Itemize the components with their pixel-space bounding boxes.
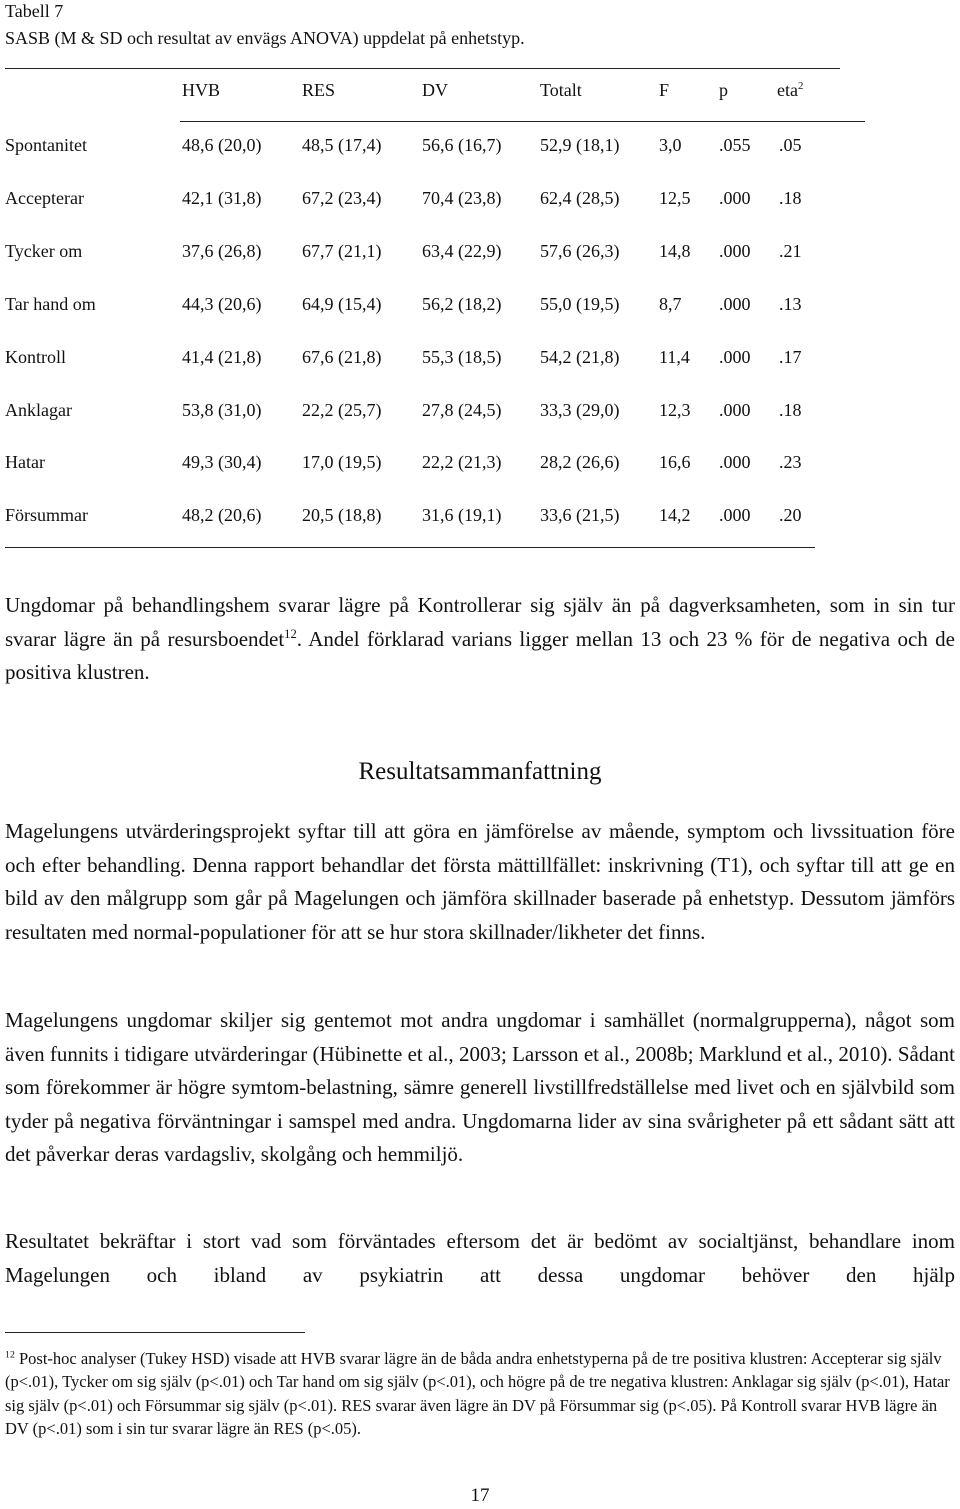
table-cell-label: Kontroll [5, 346, 66, 367]
table-cell-eta: .13 [779, 293, 802, 314]
table-cell-totalt: 54,2 (21,8) [540, 346, 620, 367]
table-cell-label: Försummar [5, 505, 88, 526]
table-cell-dv: 55,3 (18,5) [422, 346, 502, 367]
table-caption-label: Tabell 7 [5, 1, 64, 21]
table-cell-label: Accepterar [5, 187, 84, 208]
table-cell-label: Hatar [5, 452, 45, 473]
table-cell-totalt: 57,6 (26,3) [540, 240, 620, 261]
table-caption-title: SASB (M & SD och resultat av envägs ANOVA) uppdelat på enhetstyp. [5, 28, 525, 48]
table-cell-eta: .21 [779, 240, 802, 261]
table-cell-eta: .18 [779, 187, 802, 208]
table-cell-eta: .20 [779, 505, 802, 526]
header-eta-label: eta [777, 80, 798, 100]
table-cell-hvb: 53,8 (31,0) [182, 399, 262, 420]
footnote-ref-12: 12 [284, 626, 297, 641]
table-cell-hvb: 41,4 (21,8) [182, 346, 262, 367]
summary-paragraph-1: Magelungens utvärderingsprojekt syftar till att göra en jämförelse av mående, symptom och livssituation före och efter behandling. Denna rapport behandlar det första mättillfället: inskrivning (T1), och syftar till att ge en bild av den målgrupp som går på Magelungen och jämföra skillnader baserade på enhetstyp. Dessutom jämförs resultaten med normal-populationer för att se hur stora skillnader/likheter det finns. [5, 819, 955, 944]
table-cell-f: 14,2 [659, 505, 691, 526]
table-header-row [0, 80, 960, 104]
table-cell-hvb: 48,6 (20,0) [182, 135, 262, 155]
header-hvb: HVB [182, 80, 221, 100]
table-cell-label: Spontanitet [5, 135, 87, 155]
table-cell-f: 12,5 [659, 187, 691, 208]
table-cell-res: 67,2 (23,4) [302, 187, 382, 208]
table-cell-f: 3,0 [659, 135, 682, 155]
table-cell-res: 67,7 (21,1) [302, 240, 382, 261]
table-cell-p: .000 [719, 505, 751, 526]
header-p: p [719, 80, 728, 100]
summary-text-b: . Andel förklarad varians ligger mellan 13 och 23 % för de negativa och de positiva klustren. [5, 626, 955, 685]
table-row [0, 505, 960, 529]
table-cell-dv: 56,6 (16,7) [422, 135, 502, 155]
table-cell-hvb: 49,3 (30,4) [182, 452, 262, 473]
table-row [0, 188, 960, 212]
header-eta-sup: 2 [797, 80, 804, 92]
table-cell-hvb: 37,6 (26,8) [182, 240, 262, 261]
table-row [0, 347, 960, 371]
table-row [0, 452, 960, 476]
table-cell-label: Anklagar [5, 399, 72, 420]
table-cell-totalt: 33,6 (21,5) [540, 505, 620, 526]
table-cell-f: 8,7 [659, 293, 682, 314]
table-header-rule [180, 121, 865, 122]
header-dv: DV [422, 80, 448, 100]
summary-paragraph-2: Magelungens ungdomar skiljer sig gentemot mot andra ungdomar i samhället (normalgrupperna), något som även funnits i tidigare utvärderingar (Hübinette et al., 2003; Larsson et al., 2008b; Marklund et al., 2010). Sådant som förekommer är högre symtom-belastning, sämre generell livstillfredställelse med livet och en självbild som tyder på negativa förväntningar i samspel med andra. Ungdomarna lider av sina svårigheter på ett sådant sätt att det påverkar deras vardagsliv, skolgång och hemmiljö. [5, 1008, 955, 1167]
table-cell-eta: .17 [779, 346, 802, 367]
table-cell-dv: 56,2 (18,2) [422, 293, 502, 314]
header-eta [777, 80, 803, 101]
table-cell-p: .000 [719, 187, 751, 208]
table-cell-p: .055 [719, 135, 751, 155]
table-cell-f: 16,6 [659, 452, 691, 473]
table-row [0, 241, 960, 265]
footnote [5, 1347, 955, 1441]
table-summary-paragraph [5, 589, 955, 690]
table-row [0, 135, 960, 159]
table-cell-res: 17,0 (19,5) [302, 452, 382, 473]
header-res: RES [302, 80, 336, 100]
table-cell-eta: .05 [779, 135, 802, 155]
table-cell-res: 64,9 (15,4) [302, 293, 382, 314]
header-f: F [659, 80, 670, 100]
footnote-number: 12 [5, 1349, 15, 1361]
table-cell-f: 12,3 [659, 399, 691, 420]
table-cell-totalt: 33,3 (29,0) [540, 399, 620, 420]
page-number: 17 [470, 1485, 490, 1506]
table-cell-dv: 22,2 (21,3) [422, 452, 502, 473]
table-row [0, 400, 960, 424]
table-top-rule [5, 68, 840, 69]
summary-paragraph-3: Resultatet bekräftar i stort vad som förväntades eftersom det är bedömt av socialtjänst, behandlare inom Magelungen och ibland av psykiatrin att dessa ungdomar behöver den hjälp [5, 1229, 955, 1287]
table-cell-dv: 63,4 (22,9) [422, 240, 502, 261]
table-cell-res: 22,2 (25,7) [302, 399, 382, 420]
table-cell-dv: 31,6 (19,1) [422, 505, 502, 526]
section-heading: Resultatsammanfattning [358, 758, 602, 785]
table-cell-f: 11,4 [659, 346, 690, 367]
table-row [0, 294, 960, 318]
summary-text-a: Ungdomar på behandlingshem svarar lägre på Kontrollerar sig själv än på dagverksamheten, som in sin tur svarar lägre än på resursboendet [5, 593, 955, 651]
table-cell-eta: .18 [779, 399, 802, 420]
table-bottom-rule [5, 547, 815, 548]
table-cell-dv: 70,4 (23,8) [422, 187, 502, 208]
table-cell-totalt: 52,9 (18,1) [540, 135, 620, 155]
table-cell-f: 14,8 [659, 240, 691, 261]
table-cell-res: 20,5 (18,8) [302, 505, 382, 526]
table-cell-p: .000 [719, 240, 751, 261]
table-cell-res: 67,6 (21,8) [302, 346, 382, 367]
table-cell-res: 48,5 (17,4) [302, 135, 382, 155]
table-cell-hvb: 42,1 (31,8) [182, 187, 262, 208]
table-cell-p: .000 [719, 293, 751, 314]
table-cell-p: .000 [719, 452, 751, 473]
table-cell-p: .000 [719, 399, 751, 420]
table-cell-totalt: 55,0 (19,5) [540, 293, 620, 314]
table-cell-hvb: 44,3 (20,6) [182, 293, 262, 314]
table-cell-dv: 27,8 (24,5) [422, 399, 502, 420]
table-cell-totalt: 28,2 (26,6) [540, 452, 620, 473]
table-cell-hvb: 48,2 (20,6) [182, 505, 262, 526]
table-cell-p: .000 [719, 346, 751, 367]
footnote-text: Post-hoc analyser (Tukey HSD) visade att HVB svarar lägre än de båda andra enhetstyperna på de tre positiva klustren: Accepterar sig själv (p<.01), Tycker om sig själv (p<.01) och Tar hand om sig själv (p<.01), och högre på de tre negativa klustren: Anklagar sig själv (p<.01), Hatar sig själv (p<.01) och Försummar sig själv (p<.01). RES svarar även lägre än DV på Försummar sig (p<.05). På Kontroll svarar HVB lägre än DV (p<.01) som i sin tur svarar lägre än RES (p<.05). [5, 1349, 950, 1439]
table-cell-label: Tycker om [5, 240, 83, 261]
header-totalt: Totalt [540, 80, 582, 100]
table-cell-totalt: 62,4 (28,5) [540, 187, 620, 208]
table-cell-eta: .23 [779, 452, 802, 473]
table-cell-label: Tar hand om [5, 293, 96, 314]
footnote-rule [5, 1332, 305, 1333]
